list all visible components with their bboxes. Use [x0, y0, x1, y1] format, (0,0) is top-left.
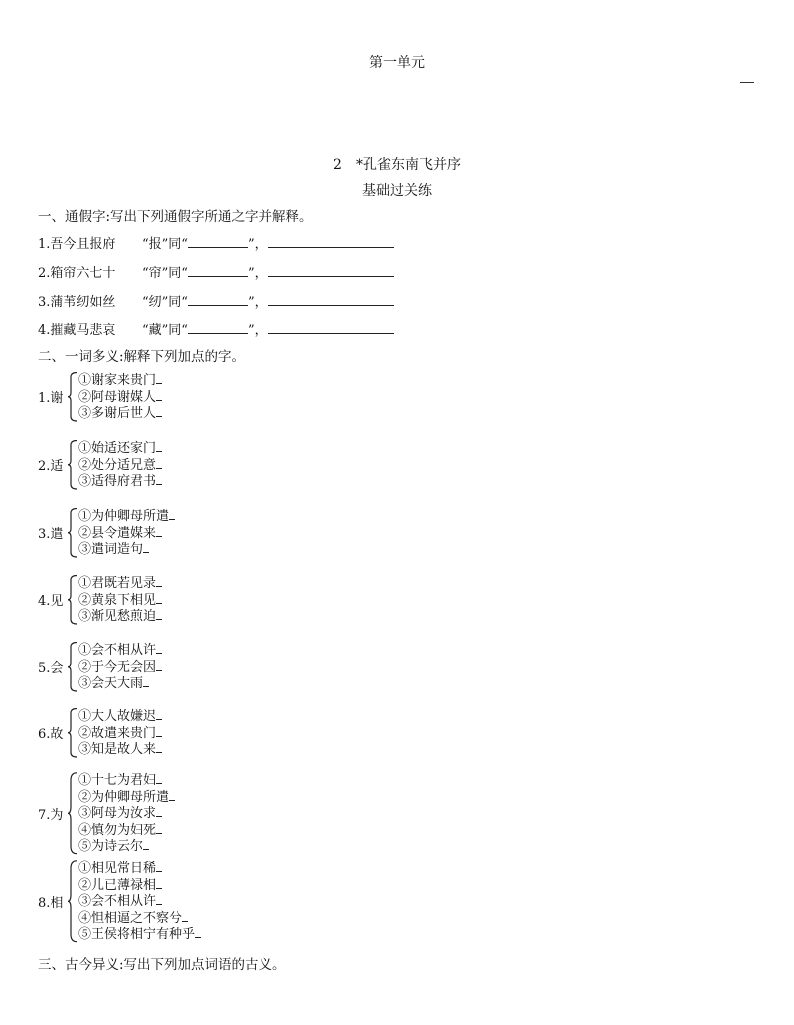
answer-blank[interactable]	[156, 805, 162, 817]
section1-heading: 一、通假字:写出下列通假字所通之字并解释。	[38, 209, 313, 225]
polysemy-group	[38, 440, 162, 490]
tongjia-item-2: 2.箱帘六七十 “帘”同“ ”，	[38, 262, 394, 282]
group-label: 3.遣	[38, 527, 64, 543]
answer-blank[interactable]	[268, 233, 394, 248]
answer-blank[interactable]	[169, 789, 175, 801]
group-label: 2.适	[38, 459, 64, 475]
sense-text: ②为仲卿母所遣	[78, 789, 170, 805]
brace-icon	[68, 508, 78, 558]
sense-text: ②故遣来贵门	[78, 725, 157, 741]
sense-line	[78, 608, 162, 625]
sense-line	[78, 508, 175, 525]
group-label: 1.谢	[38, 391, 64, 407]
answer-blank[interactable]	[156, 893, 162, 905]
sense-text: ④怛相逼之不察兮	[78, 910, 183, 926]
answer-blank[interactable]	[156, 575, 162, 587]
unit-title: 第一单元	[369, 55, 425, 71]
answer-blank[interactable]	[169, 508, 175, 520]
sense-text: ②县令遣媒来	[78, 525, 157, 541]
sense-text: ④慎勿为妇死	[78, 822, 157, 838]
answer-blank[interactable]	[156, 608, 162, 620]
answer-blank[interactable]	[195, 926, 201, 938]
sense-line	[78, 822, 175, 839]
sense-line	[78, 725, 162, 742]
group-label: 6.故	[38, 727, 64, 743]
sense-line	[78, 575, 162, 592]
sense-text: ②于今无会因	[78, 659, 157, 675]
polysemy-group	[38, 772, 175, 855]
sense-line	[78, 642, 162, 659]
sense-line	[78, 659, 162, 676]
polysemy-group	[38, 642, 162, 692]
sense-line	[78, 772, 175, 789]
sense-text: ①君既若见录	[78, 576, 157, 591]
brace-icon	[68, 708, 78, 758]
sense-text: ③会不相从许	[78, 894, 157, 909]
brace-icon	[68, 860, 78, 943]
sense-text: ③适得府君书	[78, 474, 157, 489]
tongjia-item-4: 4.摧藏马悲哀 “藏”同“ ”，	[38, 319, 394, 339]
tongjia-item-3: 3.蒲苇纫如丝 “纫”同“ ”，	[38, 291, 394, 311]
sense-text: ③会天大雨	[78, 676, 144, 691]
answer-blank[interactable]	[156, 592, 162, 604]
sense-line	[78, 805, 175, 822]
answer-blank[interactable]	[188, 262, 248, 277]
sense-line	[78, 405, 162, 422]
answer-blank[interactable]	[156, 473, 162, 485]
sense-line	[78, 789, 175, 806]
answer-blank[interactable]	[156, 877, 162, 889]
sense-text: ③知是故人来	[78, 742, 157, 757]
answer-blank[interactable]	[156, 822, 162, 834]
answer-blank[interactable]	[143, 838, 149, 850]
answer-blank[interactable]	[156, 659, 162, 671]
sense-text: ②黄泉下相见	[78, 592, 157, 608]
tongjia-item-1: 1.吾今且报府 “报”同“ ”，	[38, 233, 394, 253]
sense-line	[78, 440, 162, 457]
sense-line	[78, 525, 175, 542]
sense-text: ⑤为诗云尔	[78, 839, 144, 854]
sense-text: ①始适还家门	[78, 441, 157, 456]
answer-blank[interactable]	[268, 319, 394, 334]
sense-line	[78, 860, 201, 877]
sense-line	[78, 877, 201, 894]
polysemy-group	[38, 508, 175, 558]
answer-blank[interactable]	[188, 319, 248, 334]
answer-blank[interactable]	[156, 440, 162, 452]
answer-blank[interactable]	[182, 910, 188, 922]
answer-blank[interactable]	[156, 772, 162, 784]
answer-blank[interactable]	[188, 233, 248, 248]
answer-blank[interactable]	[156, 525, 162, 537]
sense-text: ②儿已薄禄相	[78, 877, 157, 893]
sense-text: ①谢家来贵门	[78, 373, 157, 388]
answer-blank[interactable]	[156, 725, 162, 737]
brace-icon	[68, 575, 78, 625]
group-label: 7.为	[38, 807, 64, 823]
sense-line	[78, 457, 162, 474]
lesson-subtitle: 基础过关练	[362, 183, 432, 199]
sense-text: ③多谢后世人	[78, 406, 157, 421]
sense-text: ①相见常日稀	[78, 861, 157, 876]
answer-blank[interactable]	[143, 541, 149, 553]
sense-text: ②处分适兄意	[78, 457, 157, 473]
brace-icon	[68, 642, 78, 692]
sense-text: ⑤王侯将相宁有种乎	[78, 927, 196, 942]
polysemy-group	[38, 860, 201, 943]
sense-line	[78, 473, 162, 490]
group-label: 5.会	[38, 661, 64, 677]
answer-blank[interactable]	[268, 291, 394, 306]
sense-line	[78, 838, 175, 855]
answer-blank[interactable]	[156, 457, 162, 469]
sense-text: ①十七为君妇	[78, 773, 157, 788]
brace-icon	[68, 772, 78, 855]
sense-line	[78, 541, 175, 558]
sense-line	[78, 741, 162, 758]
section3-heading: 三、古今异义:写出下列加点词语的古义。	[38, 957, 286, 973]
sense-text: ②阿母谢媒人	[78, 389, 157, 405]
group-label: 4.见	[38, 594, 64, 610]
answer-blank[interactable]	[156, 372, 162, 384]
sense-text: ③渐见愁煎迫	[78, 609, 157, 624]
section2-heading: 二、一词多义:解释下列加点的字。	[38, 349, 246, 365]
sense-line	[78, 910, 201, 927]
lesson-title: 2 *孔雀东南飞并序	[333, 157, 461, 173]
brace-icon	[68, 440, 78, 490]
sense-line	[78, 893, 201, 910]
group-label: 8.相	[38, 895, 64, 911]
polysemy-group	[38, 575, 162, 625]
sense-text: ①为仲卿母所遣	[78, 509, 170, 524]
answer-blank[interactable]	[156, 389, 162, 401]
sense-line	[78, 372, 162, 389]
sense-text: ③阿母为汝求	[78, 806, 157, 821]
sense-text: ①会不相从许	[78, 643, 157, 658]
answer-blank[interactable]	[268, 262, 394, 277]
sense-line	[78, 708, 162, 725]
sense-text: ③遣词造句	[78, 542, 144, 557]
sense-line	[78, 926, 201, 943]
polysemy-group	[38, 372, 162, 422]
brace-icon	[68, 372, 78, 422]
sense-line	[78, 675, 162, 692]
answer-blank[interactable]	[156, 405, 162, 417]
answer-blank[interactable]	[188, 291, 248, 306]
answer-blank[interactable]	[156, 708, 162, 720]
polysemy-group	[38, 708, 162, 758]
answer-blank[interactable]	[156, 741, 162, 753]
header-dash	[740, 82, 754, 83]
sense-line	[78, 592, 162, 609]
answer-blank[interactable]	[156, 642, 162, 654]
answer-blank[interactable]	[156, 860, 162, 872]
answer-blank[interactable]	[143, 675, 149, 687]
sense-text: ①大人故嫌迟	[78, 709, 157, 724]
sense-line	[78, 389, 162, 406]
